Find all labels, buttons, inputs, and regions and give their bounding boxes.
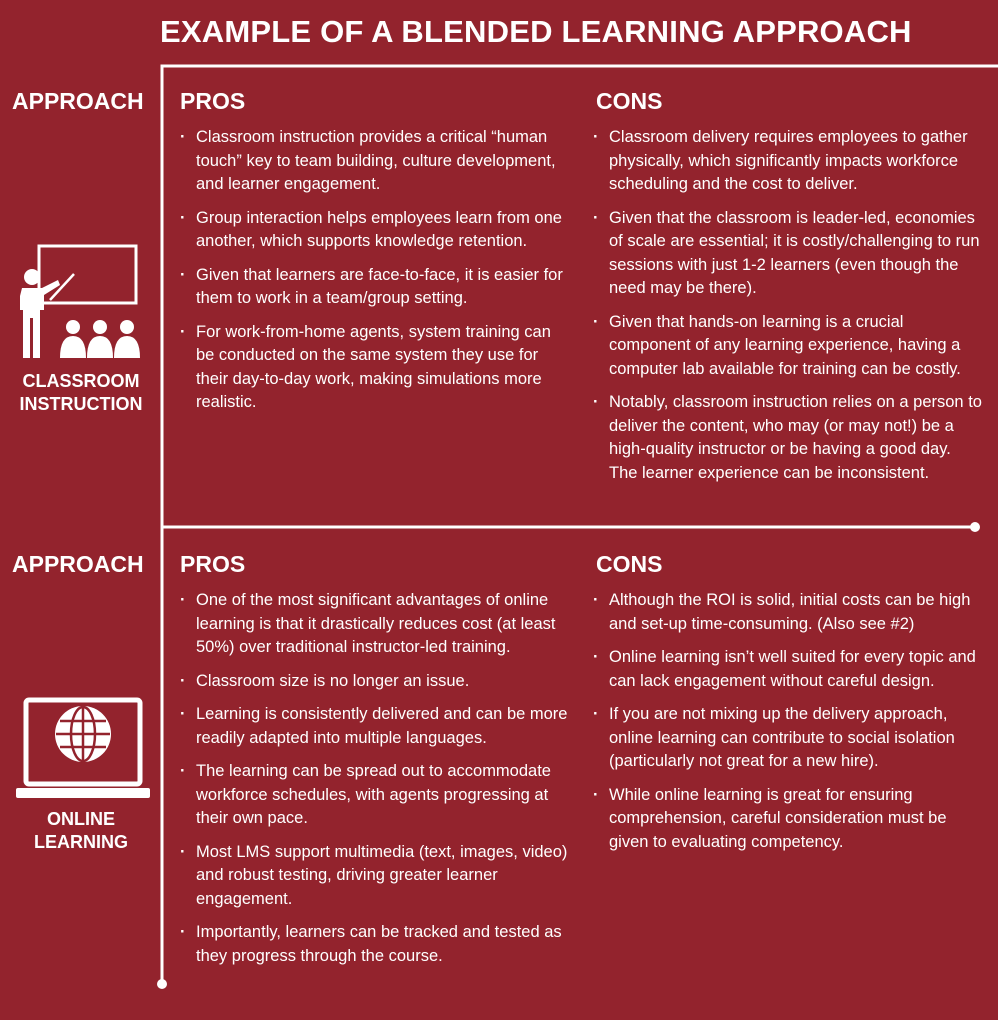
cons-list xyxy=(593,126,983,495)
list-item: · If you are not mixing up the delivery approach, online learning can contribute to social isolation (particularly not great for a new hire). xyxy=(593,703,983,774)
list-item: · The learning can be spread out to accommodate workforce schedules, with agents progressing at their own pace. xyxy=(180,760,570,831)
list-item: · Learning is consistently delivered and can be more readily adapted into multiple languages. xyxy=(180,703,570,750)
list-item: · For work-from-home agents, system training can be conducted on the same system they use for their day-to-day work, making simulations more realistic. xyxy=(180,321,565,415)
divider-end-dot xyxy=(970,522,980,532)
list-item: · Classroom delivery requires employees to gather physically, which significantly impacts workforce scheduling and the cost to deliver. xyxy=(593,126,983,197)
classroom-teacher-icon xyxy=(14,244,154,365)
pros-list xyxy=(180,126,565,425)
list-item: · Given that the classroom is leader-led, economies of scale are essential; it is costly/challenging to run sessions with just 1-2 learners (even though the need may be there). xyxy=(593,207,983,301)
list-item: · Classroom instruction provides a critical “human touch” key to team building, culture development, and learner engagement. xyxy=(180,126,565,197)
list-item: · Most LMS support multimedia (text, images, video) and robust testing, driving greater learner engagement. xyxy=(180,841,570,912)
approach-label: APPROACH xyxy=(12,551,144,577)
list-item: · One of the most significant advantages of online learning is that it drastically reduces cost (at least 50%) over traditional instructor-led training. xyxy=(180,589,570,660)
list-item: · While online learning is great for ensuring comprehension, careful consideration must be given to evaluating competency. xyxy=(593,784,983,855)
list-item: · Online learning isn’t well suited for every topic and can lack engagement without careful design. xyxy=(593,646,983,693)
list-item: · Given that learners are face-to-face, it is easier for them to work in a team/group setting. xyxy=(180,264,565,311)
section-caption: CLASSROOM INSTRUCTION xyxy=(19,371,143,414)
timeline-end-dot xyxy=(157,979,167,989)
laptop-globe-icon xyxy=(16,694,150,805)
list-item: · Notably, classroom instruction relies on a person to deliver the content, who may (or may not!) be a high-quality instructor or be having a good day. The learner experience can be inconsistent. xyxy=(593,391,983,485)
list-item: · Classroom size is no longer an issue. xyxy=(180,670,570,694)
list-item: · Group interaction helps employees learn from one another, which supports knowledge retention. xyxy=(180,207,565,254)
pros-list xyxy=(180,589,570,978)
cons-heading: CONS xyxy=(596,551,663,577)
section-caption: ONLINE LEARNING xyxy=(34,809,128,852)
list-item: · Given that hands-on learning is a crucial component of any learning experience, having a computer lab available for training can be costly. xyxy=(593,311,983,382)
page-title: EXAMPLE OF A BLENDED LEARNING APPROACH xyxy=(160,14,912,49)
pros-heading: PROS xyxy=(180,88,246,114)
cons-list xyxy=(593,589,983,864)
list-item: · Although the ROI is solid, initial costs can be high and set-up time-consuming. (Also see #2) xyxy=(593,589,983,636)
pros-heading: PROS xyxy=(180,551,246,577)
approach-label: APPROACH xyxy=(12,88,144,114)
list-item: · Importantly, learners can be tracked and tested as they progress through the course. xyxy=(180,921,570,968)
cons-heading: CONS xyxy=(596,88,663,114)
